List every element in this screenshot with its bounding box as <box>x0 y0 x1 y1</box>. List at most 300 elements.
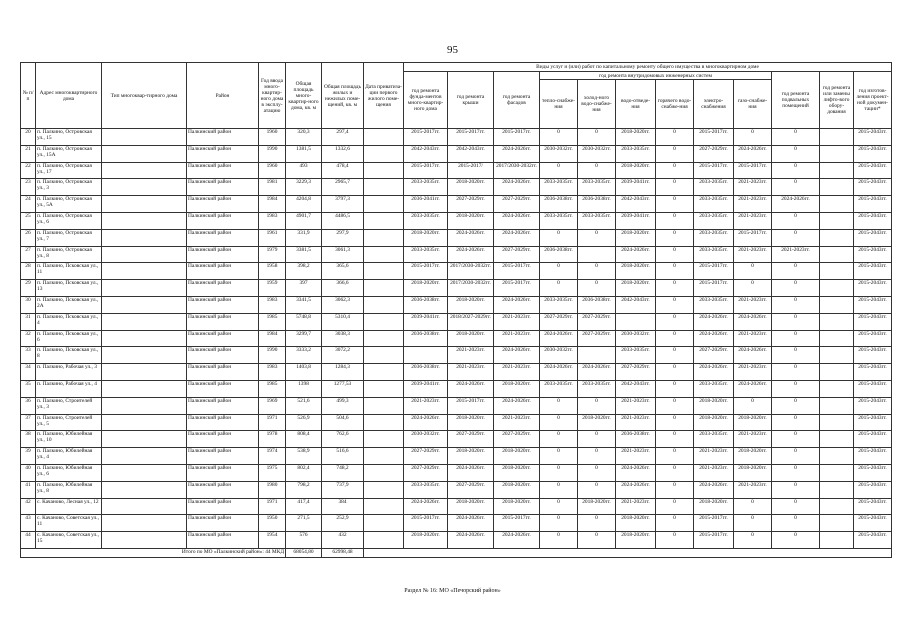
table-body <box>21 129 892 549</box>
row-total-area: 417,4 <box>286 498 322 515</box>
row-sewage: 2018-2020гг. <box>616 162 656 179</box>
row-living-area: 3072,2 <box>322 347 364 364</box>
row-foundation: 2015-2017гг. <box>404 162 448 179</box>
row-elevator <box>820 464 854 481</box>
row-facade: 2015-2017гг. <box>494 280 540 297</box>
row-hot-water: 0 <box>656 498 694 515</box>
row-elevator <box>820 532 854 549</box>
row-design: 2015-2043гг. <box>854 196 892 213</box>
row-gas: 2021-2023гг. <box>734 179 772 196</box>
row-number: 36 <box>21 397 36 414</box>
row-district: Палкинский район <box>187 196 259 213</box>
row-house-type <box>102 296 187 313</box>
table-row <box>21 263 892 280</box>
row-priv-date <box>364 263 404 280</box>
row-elevator <box>820 246 854 263</box>
row-year: 1971 <box>259 498 286 515</box>
row-house-type <box>102 347 187 364</box>
row-total-area: 331,9 <box>286 229 322 246</box>
row-basement: 0 <box>772 464 820 481</box>
row-address: п. Палкино, Строителей ул., 5 <box>36 414 102 431</box>
row-design: 2015-2043гг. <box>854 330 892 347</box>
row-district: Палкинский район <box>187 179 259 196</box>
row-facade: 2024-2026гг. <box>494 145 540 162</box>
row-roof: 2027-2029гг. <box>448 481 494 498</box>
row-basement: 2021-2023гг. <box>772 246 820 263</box>
row-living-area: 366,6 <box>322 280 364 297</box>
row-electric: 2033-2035гг. <box>694 380 734 397</box>
row-gas: 2015-2017гг. <box>734 162 772 179</box>
row-gas: 0 <box>734 515 772 532</box>
row-year: 1990 <box>259 347 286 364</box>
row-priv-date <box>364 464 404 481</box>
col-num-header: № п/п <box>21 63 36 129</box>
row-foundation: 2021-2023гг. <box>404 397 448 414</box>
row-sewage: 2033-2035гг. <box>616 145 656 162</box>
row-basement: 0 <box>772 330 820 347</box>
row-roof: 2024-2026гг. <box>448 464 494 481</box>
row-house-type <box>102 532 187 549</box>
row-living-area: 762,6 <box>322 431 364 448</box>
row-priv-date <box>364 330 404 347</box>
row-foundation: 2039-2041гг. <box>404 313 448 330</box>
row-house-type <box>102 212 187 229</box>
row-basement: 0 <box>772 481 820 498</box>
row-hot-water: 0 <box>656 397 694 414</box>
row-priv-date <box>364 380 404 397</box>
row-electric: 2021-2023гг. <box>694 448 734 465</box>
row-basement: 2024-2026гг. <box>772 196 820 213</box>
row-cold-water <box>578 246 616 263</box>
row-year: 1960 <box>259 129 286 146</box>
row-electric: 2027-2029гг. <box>694 347 734 364</box>
row-total-area: 3299,7 <box>286 330 322 347</box>
row-address: п. Палкино, Юбилейная ул., 6 <box>36 464 102 481</box>
row-sewage: 2018-2020гг. <box>616 515 656 532</box>
row-house-type <box>102 196 187 213</box>
row-district: Палкинский район <box>187 448 259 465</box>
row-address: п. Палкино, Юбилейная ул., 10 <box>36 431 102 448</box>
total-living: 62998,48 <box>322 548 364 557</box>
table-row <box>21 145 892 162</box>
row-priv-date <box>364 364 404 381</box>
row-living-area: 504,6 <box>322 414 364 431</box>
row-electric: 2015-2017гг. <box>694 129 734 146</box>
row-hot-water: 0 <box>656 448 694 465</box>
row-address: п. Палкино, Псковская ул., 8 <box>36 347 102 364</box>
row-living-area: 365,6 <box>322 263 364 280</box>
row-gas: 2021-2023гг. <box>734 364 772 381</box>
row-heat: 2033-2035гг. <box>540 179 578 196</box>
row-living-area: 516,6 <box>322 448 364 465</box>
row-gas: 0 <box>734 532 772 549</box>
row-year: 1969 <box>259 397 286 414</box>
row-living-area: 499,3 <box>322 397 364 414</box>
row-house-type <box>102 414 187 431</box>
row-number: 20 <box>21 129 36 146</box>
row-number: 30 <box>21 296 36 313</box>
row-hot-water: 0 <box>656 280 694 297</box>
row-hot-water: 0 <box>656 380 694 397</box>
row-elevator <box>820 145 854 162</box>
row-cold-water: 2030-2032гг. <box>578 145 616 162</box>
row-elevator <box>820 296 854 313</box>
row-design: 2015-2043гг. <box>854 296 892 313</box>
row-elevator <box>820 481 854 498</box>
row-year: 1958 <box>259 263 286 280</box>
row-sewage: 2024-2026гг. <box>616 464 656 481</box>
row-district: Палкинский район <box>187 431 259 448</box>
row-heat: 2027-2029гг. <box>540 313 578 330</box>
row-roof: 2024-2026гг. <box>448 515 494 532</box>
row-facade: 2021-2023гг. <box>494 364 540 381</box>
row-foundation: 2042-2043гг. <box>404 145 448 162</box>
row-sewage: 2027-2029гг. <box>616 364 656 381</box>
row-total-area: 802,4 <box>286 464 322 481</box>
row-address: п. Палкино, Псковская ул., 13 <box>36 280 102 297</box>
row-living-area: 1277,53 <box>322 380 364 397</box>
row-address: п. Палкино, Строителей ул., 3 <box>36 397 102 414</box>
row-number: 37 <box>21 414 36 431</box>
total-area: 68054,80 <box>286 548 322 557</box>
row-elevator <box>820 380 854 397</box>
row-address: п. Палкино, Юбилейная ул., 8 <box>36 481 102 498</box>
row-total-area: 538,9 <box>286 448 322 465</box>
row-house-type <box>102 464 187 481</box>
row-year: 1950 <box>259 515 286 532</box>
row-heat: 2036-2038гг. <box>540 246 578 263</box>
row-gas: 2015-2017гг. <box>734 229 772 246</box>
row-year: 1978 <box>259 431 286 448</box>
row-basement: 0 <box>772 179 820 196</box>
row-cold-water: 2033-2035гг. <box>578 179 616 196</box>
row-priv-date <box>364 448 404 465</box>
row-year: 1983 <box>259 212 286 229</box>
row-address: п. Палкино, Островская ул., 3 <box>36 179 102 196</box>
row-total-area: 320,3 <box>286 129 322 146</box>
row-facade: 2018-2020гг. <box>494 448 540 465</box>
row-basement: 0 <box>772 515 820 532</box>
row-heat: 0 <box>540 229 578 246</box>
row-priv-date <box>364 129 404 146</box>
row-cold-water: 0 <box>578 229 616 246</box>
row-number: 22 <box>21 162 36 179</box>
row-address: п. Палкино, Юбилейная ул., 4 <box>36 448 102 465</box>
row-cold-water: 2036-2038гг. <box>578 196 616 213</box>
row-design: 2015-2043гг. <box>854 162 892 179</box>
row-house-type <box>102 380 187 397</box>
row-total-area: 1381,5 <box>286 145 322 162</box>
row-address: п. Палкино, Островская ул., 15А <box>36 145 102 162</box>
row-roof: 2015-2017гг. <box>448 129 494 146</box>
row-cold-water: 2027-2029гг. <box>578 330 616 347</box>
row-number: 23 <box>21 179 36 196</box>
row-gas: 2018-2020гг. <box>734 414 772 431</box>
row-district: Палкинский район <box>187 532 259 549</box>
row-heat: 2030-2032гг. <box>540 347 578 364</box>
row-basement: 0 <box>772 229 820 246</box>
row-facade: 2015-2017гг. <box>494 263 540 280</box>
row-elevator <box>820 515 854 532</box>
row-facade: 2017/2030-2032гг. <box>494 162 540 179</box>
row-electric: 2018-2020гг. <box>694 397 734 414</box>
row-cold-water: 0 <box>578 129 616 146</box>
row-electric: 2033-2035гг. <box>694 431 734 448</box>
row-sewage: 2021-2023гг. <box>616 498 656 515</box>
row-heat: 2033-2035гг. <box>540 212 578 229</box>
row-elevator <box>820 129 854 146</box>
row-total-area: 397 <box>286 280 322 297</box>
row-number: 21 <box>21 145 36 162</box>
row-cold-water: 2036-2038гг. <box>578 296 616 313</box>
row-sewage: 2033-2035гг. <box>616 347 656 364</box>
row-hot-water: 0 <box>656 246 694 263</box>
row-number: 39 <box>21 448 36 465</box>
row-house-type <box>102 129 187 146</box>
row-roof: 2017/2030-2032гг. <box>448 263 494 280</box>
col-area-header: Общая площадь много-квартир-ного дома, кв. м <box>286 63 322 129</box>
row-sewage: 2021-2023гг. <box>616 397 656 414</box>
row-district: Палкинский район <box>187 246 259 263</box>
row-design: 2015-2043гг. <box>854 145 892 162</box>
row-district: Палкинский район <box>187 347 259 364</box>
row-facade: 2021-2023гг. <box>494 313 540 330</box>
row-gas: 0 <box>734 129 772 146</box>
row-total-area: 398,2 <box>286 263 322 280</box>
row-sewage: 2042-2043гг. <box>616 196 656 213</box>
row-basement: 0 <box>772 397 820 414</box>
table-row <box>21 196 892 213</box>
row-hot-water: 0 <box>656 330 694 347</box>
row-priv-date <box>364 162 404 179</box>
row-year: 1984 <box>259 330 286 347</box>
row-number: 33 <box>21 347 36 364</box>
row-hot-water: 0 <box>656 431 694 448</box>
row-heat: 0 <box>540 515 578 532</box>
row-elevator <box>820 229 854 246</box>
row-house-type <box>102 498 187 515</box>
row-address: п. Палкино, Островская ул., 6 <box>36 212 102 229</box>
row-year: 1975 <box>259 464 286 481</box>
row-house-type <box>102 330 187 347</box>
row-roof: 2017/2030-2032гг. <box>448 280 494 297</box>
row-year: 1961 <box>259 229 286 246</box>
table-row <box>21 498 892 515</box>
row-basement: 0 <box>772 380 820 397</box>
total-row <box>21 548 892 557</box>
row-gas: 0 <box>734 263 772 280</box>
col-electric-header: электро-снабжения <box>694 80 734 129</box>
row-house-type <box>102 229 187 246</box>
row-hot-water: 0 <box>656 179 694 196</box>
row-priv-date <box>364 212 404 229</box>
row-house-type <box>102 431 187 448</box>
row-total-area: 3229,3 <box>286 179 322 196</box>
row-cold-water: 0 <box>578 448 616 465</box>
row-total-area: 3333,2 <box>286 347 322 364</box>
row-house-type <box>102 313 187 330</box>
row-priv-date <box>364 414 404 431</box>
row-living-area: 737,9 <box>322 481 364 498</box>
row-design: 2015-2043гг. <box>854 179 892 196</box>
row-gas: 2021-2023гг. <box>734 196 772 213</box>
row-cold-water: 2018-2020гг. <box>578 498 616 515</box>
row-address: п. Палкино, Псковская ул., 4 <box>36 313 102 330</box>
col-facade-header: год ремонта фасадов <box>494 72 540 129</box>
row-year: 1985 <box>259 313 286 330</box>
row-cold-water: 0 <box>578 263 616 280</box>
row-number: 42 <box>21 498 36 515</box>
row-roof: 2024-2026гг. <box>448 246 494 263</box>
row-foundation: 2015-2017гг. <box>404 263 448 280</box>
table-row <box>21 515 892 532</box>
row-electric: 2018-2020гг. <box>694 498 734 515</box>
row-facade: 2027-2029гг. <box>494 246 540 263</box>
row-living-area: 1284,3 <box>322 364 364 381</box>
row-district: Палкинский район <box>187 296 259 313</box>
row-design: 2015-2043гг. <box>854 464 892 481</box>
row-hot-water: 0 <box>656 196 694 213</box>
row-total-area: 521,6 <box>286 397 322 414</box>
row-foundation: 2036-2041гг. <box>404 196 448 213</box>
row-total-area: 271,5 <box>286 515 322 532</box>
row-living-area: 3062,3 <box>322 296 364 313</box>
row-sewage: 2018-2020гг. <box>616 280 656 297</box>
table-row <box>21 330 892 347</box>
row-cold-water: 2018-2020гг. <box>578 414 616 431</box>
table-row <box>21 162 892 179</box>
works-group-header: Виды услуг и (или) работ по капитальному ремонту общего имущества в многоквартирном доме <box>404 63 892 72</box>
row-gas: 2018-2020гг. <box>734 448 772 465</box>
row-district: Палкинский район <box>187 498 259 515</box>
row-cold-water: 2027-2029гг. <box>578 313 616 330</box>
row-elevator <box>820 347 854 364</box>
row-electric: 2015-2017гг. <box>694 532 734 549</box>
row-hot-water: 0 <box>656 347 694 364</box>
row-roof: 2024-2026гг. <box>448 229 494 246</box>
row-district: Палкинский район <box>187 280 259 297</box>
row-electric: 2033-2035гг. <box>694 179 734 196</box>
row-elevator <box>820 162 854 179</box>
row-electric: 2024-2026гг. <box>694 330 734 347</box>
row-district: Палкинский район <box>187 263 259 280</box>
row-cold-water: 2024-2026гг. <box>578 364 616 381</box>
capital-repair-table <box>20 62 892 558</box>
table-row <box>21 431 892 448</box>
row-district: Палкинский район <box>187 162 259 179</box>
table-row <box>21 347 892 364</box>
row-cold-water: 0 <box>578 515 616 532</box>
row-address: п. Палкино, Рабочая ул., 3 <box>36 364 102 381</box>
table-row <box>21 179 892 196</box>
row-sewage: 2024-2026гг. <box>616 481 656 498</box>
row-foundation: 2033-2035гг. <box>404 179 448 196</box>
row-hot-water: 0 <box>656 532 694 549</box>
row-priv-date <box>364 481 404 498</box>
row-foundation: 2033-2035гг. <box>404 481 448 498</box>
row-electric: 2015-2017гг. <box>694 263 734 280</box>
row-district: Палкинский район <box>187 414 259 431</box>
row-design: 2015-2043гг. <box>854 129 892 146</box>
row-gas: 2021-2023гг. <box>734 481 772 498</box>
systems-group-header: год ремонта внутридомовых инженерных систем <box>540 72 772 80</box>
table-row <box>21 313 892 330</box>
row-year: 1959 <box>259 280 286 297</box>
row-house-type <box>102 448 187 465</box>
table-row <box>21 364 892 381</box>
row-hot-water: 0 <box>656 129 694 146</box>
row-address: п. Палкино, Островская ул., 5А <box>36 196 102 213</box>
col-district-header: Район <box>187 63 259 129</box>
row-electric: 2033-2035гг. <box>694 229 734 246</box>
row-priv-date <box>364 313 404 330</box>
row-heat: 0 <box>540 431 578 448</box>
row-roof: 2018-2020гг. <box>448 179 494 196</box>
row-house-type <box>102 481 187 498</box>
row-design: 2015-2043гг. <box>854 431 892 448</box>
row-foundation: 2033-2035гг. <box>404 246 448 263</box>
row-heat: 2036-2038гг. <box>540 196 578 213</box>
row-priv-date <box>364 498 404 515</box>
row-roof: 2027-2029гг. <box>448 431 494 448</box>
row-gas: 2024-2026гг. <box>734 380 772 397</box>
row-elevator <box>820 179 854 196</box>
row-number: 26 <box>21 229 36 246</box>
row-roof: 2018-2020гг. <box>448 330 494 347</box>
row-district: Палкинский район <box>187 397 259 414</box>
row-foundation: 2024-2026гг. <box>404 498 448 515</box>
row-elevator <box>820 431 854 448</box>
row-basement: 0 <box>772 145 820 162</box>
row-roof: 2021-2023гг. <box>448 364 494 381</box>
row-facade: 2018-2020гг. <box>494 380 540 397</box>
row-foundation: 2018-2020гг. <box>404 532 448 549</box>
row-electric: 2033-2035гг. <box>694 246 734 263</box>
table-row <box>21 414 892 431</box>
row-heat: 0 <box>540 448 578 465</box>
row-roof: 2018-2020гг. <box>448 448 494 465</box>
table-row <box>21 532 892 549</box>
row-priv-date <box>364 397 404 414</box>
row-number: 41 <box>21 481 36 498</box>
row-priv-date <box>364 515 404 532</box>
row-year: 1990 <box>259 145 286 162</box>
row-facade: 2018-2020гг. <box>494 481 540 498</box>
row-elevator <box>820 313 854 330</box>
table-row <box>21 229 892 246</box>
row-facade: 2024-2026гг. <box>494 296 540 313</box>
row-sewage: 2042-2043гг. <box>616 296 656 313</box>
row-basement: 0 <box>772 431 820 448</box>
col-cold-water-header: холод-ного водо-снабже-ния <box>578 80 616 129</box>
row-priv-date <box>364 280 404 297</box>
row-elevator <box>820 330 854 347</box>
row-sewage: 2039-2041гг. <box>616 212 656 229</box>
row-gas: 2021-2023гг. <box>734 296 772 313</box>
table-row <box>21 212 892 229</box>
row-design: 2015-2043гг. <box>854 498 892 515</box>
row-heat: 0 <box>540 280 578 297</box>
row-gas: 0 <box>734 498 772 515</box>
row-gas: 2024-2026гг. <box>734 145 772 162</box>
row-living-area: 5310,4 <box>322 313 364 330</box>
row-roof: 2018-2020гг. <box>448 414 494 431</box>
row-elevator <box>820 414 854 431</box>
total-filler <box>364 548 892 557</box>
row-gas: 0 <box>734 280 772 297</box>
row-facade: 2024-2026гг. <box>494 347 540 364</box>
row-cold-water: 0 <box>578 532 616 549</box>
